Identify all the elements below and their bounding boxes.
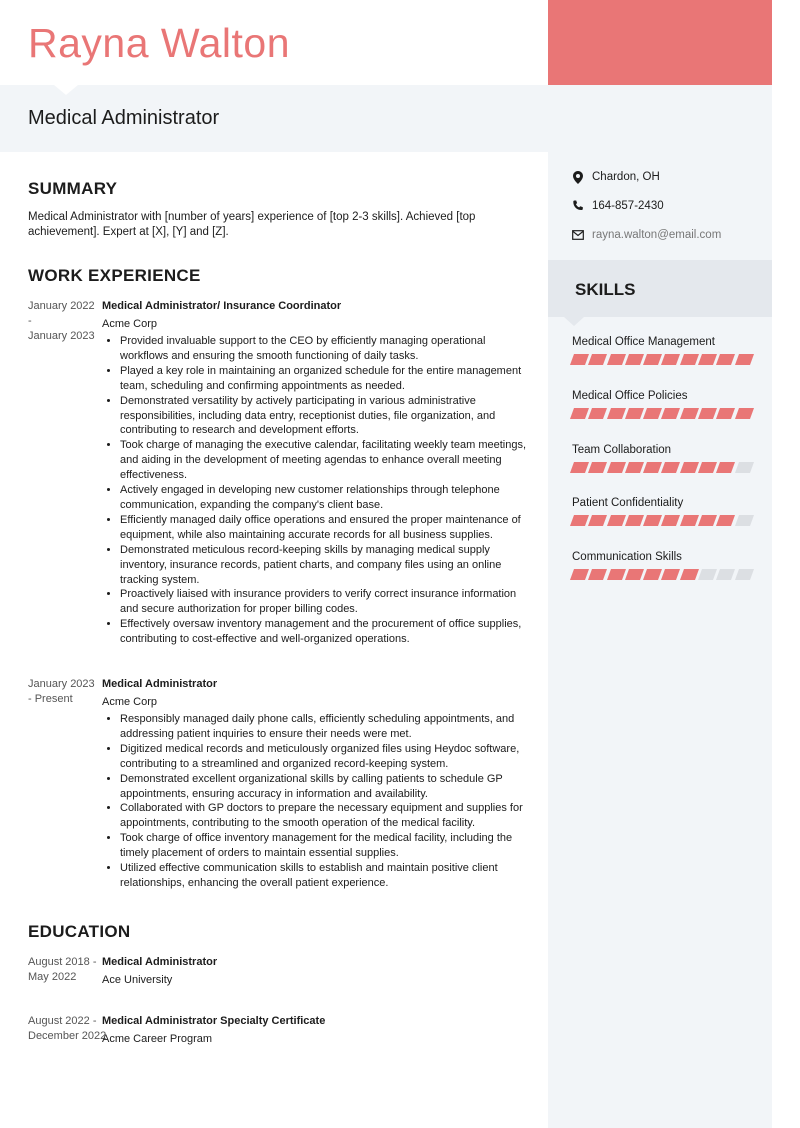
degree: Medical Administrator Specialty Certificate [102,1015,326,1027]
skill-segment-filled [570,354,589,365]
skill-segment-empty [716,569,735,580]
job-dates [28,299,100,344]
skill-segment-filled [680,515,699,526]
skills-notch [564,317,584,326]
school: Ace University [102,974,173,986]
skill-rating-bar [572,569,757,580]
skill-segment-filled [588,515,607,526]
date-start: August 2018 - [28,956,97,968]
skill-segment-filled [661,354,680,365]
skill-item [572,443,757,473]
date-separator: - Present [28,693,73,705]
skill-rating-bar [572,462,757,473]
job-bullet: • Effectively oversaw inventory management and the procurement of office supplies, contributing to cost-effective and well-organized operations. [120,617,527,647]
skill-segment-filled [607,569,626,580]
job-details [102,677,527,891]
job-details [102,299,527,647]
contact-email[interactable] [572,229,721,241]
skill-segment-filled [680,462,699,473]
job-bullets [102,334,527,647]
skill-name: Medical Office Policies [572,390,688,402]
school: Acme Career Program [102,1033,213,1045]
job-bullet: • Actively engaged in developing new customer relationships through telephone communication, expanding the company's client base. [120,483,527,513]
skill-segment-filled [661,515,680,526]
email-link[interactable]: rayna.walton@email.com [592,229,722,241]
location-text: Chardon, OH [592,171,660,183]
skill-segment-filled [607,462,626,473]
degree: Medical Administrator [102,956,218,968]
skill-segment-filled [625,462,644,473]
skills-heading: SKILLS [575,280,636,299]
job-bullet: • Proactively liaised with insurance providers to verify correct insurance information and secure authorization for proper billing codes. [120,587,527,617]
date-separator: - [28,315,32,327]
skill-segment-filled [716,354,735,365]
sidebar-accent-block [548,0,772,85]
skill-segment-filled [735,354,754,365]
skill-item [572,496,757,526]
skill-segment-filled [661,569,680,580]
job-bullet: • Utilized effective communication skills to establish and maintain positive client relationships, enhancing the overall patient experience. [120,861,527,891]
skill-segment-filled [698,515,717,526]
summary-text: Medical Administrator with [number of years] experience of [top 2-3 skills]. Achieved [top achievement]. Expert at [X], [Y] and [Z]. [28,211,476,238]
skill-rating-bar [572,515,757,526]
skill-segment-empty [735,569,754,580]
education-dates [28,955,100,985]
skill-rating-bar [572,408,757,419]
skill-name: Medical Office Management [572,336,715,348]
date-end: May 2022 [28,971,77,983]
skill-segment-filled [661,462,680,473]
skill-segment-filled [588,462,607,473]
date-start: January 2023 [28,678,95,690]
skill-segment-filled [643,462,662,473]
skill-item [572,550,757,580]
skill-segment-filled [680,354,699,365]
job-role: Medical Administrator/ Insurance Coordinator [102,300,342,312]
job-bullet: • Efficiently managed daily office operations and ensured the proper maintenance of equipment, while also maintaining accurate records for all business supplies. [120,513,527,543]
skill-segment-filled [716,515,735,526]
skill-item [572,335,757,365]
skill-segment-filled [698,354,717,365]
skill-segment-filled [570,462,589,473]
skill-segment-filled [716,462,735,473]
skill-segment-filled [680,569,699,580]
date-start: January 2022 [28,300,95,312]
phone-icon [572,200,584,212]
job-bullet: • Played a key role in maintaining an organized schedule for the entire management team, scheduling and confirming appointments as needed. [120,364,527,394]
skill-segment-filled [643,408,662,419]
skill-segment-filled [607,515,626,526]
job-company: Acme Corp [102,318,158,330]
education-details [102,955,527,988]
skill-name: Patient Confidentiality [572,497,684,509]
skill-segment-filled [735,408,754,419]
skill-segment-filled [588,408,607,419]
skill-segment-filled [588,354,607,365]
location-pin-icon [572,171,584,183]
job-company: Acme Corp [102,696,158,708]
skill-segment-filled [698,462,717,473]
education-details [102,1014,527,1047]
skill-segment-filled [625,408,644,419]
date-end: December 2022 [28,1030,107,1042]
email-icon [572,229,584,241]
job-bullet: • Demonstrated versatility by actively participating in various administrative responsibilities, including data entry, receptionist duties, file organization, and contributing to research and development efforts. [120,394,527,439]
job-bullet: • Provided invaluable support to the CEO by efficiently managing operational workflows and ensuring the smooth functioning of daily tasks. [120,334,527,364]
job-bullet: • Took charge of office inventory management for the medical facility, including the timely placement of orders to maintain essential supplies. [120,831,527,861]
job-bullet: • Demonstrated meticulous record-keeping skills by managing medical supply inventory, insurance records, patient charts, and company files using an online tracking system. [120,543,527,588]
skill-segment-filled [716,408,735,419]
skill-name: Communication Skills [572,551,682,563]
job-bullet: • Collaborated with GP doctors to prepare the necessary equipment and supplies for appointments, contributing to the smooth operation of the medical facility. [120,801,527,831]
skill-segment-empty [735,462,754,473]
job-bullet: • Digitized medical records and meticulously organized files using Heydoc software, contributing to a streamlined and organized record-keeping system. [120,742,527,772]
skill-name: Team Collaboration [572,444,672,456]
skill-segment-filled [607,408,626,419]
contact-location [572,171,660,183]
skill-item [572,389,757,419]
date-start: August 2022 - [28,1015,97,1027]
job-bullet: • Took charge of managing the executive calendar, facilitating weekly team meetings, and aiding in the development of meeting agendas to enhance overall meeting effectiveness. [120,438,527,483]
skill-segment-filled [588,569,607,580]
education-heading: EDUCATION [28,922,131,941]
skill-segment-filled [570,569,589,580]
job-dates [28,677,100,707]
job-bullet: • Responsibly managed daily phone calls, efficiently scheduling appointments, and addressing patient inquiries to ensure their needs were met. [120,712,527,742]
skill-segment-filled [680,408,699,419]
job-role: Medical Administrator [102,678,218,690]
skill-segment-filled [625,354,644,365]
skill-segment-filled [625,515,644,526]
skill-segment-filled [625,569,644,580]
work-experience-heading: WORK EXPERIENCE [28,266,201,285]
skill-rating-bar [572,354,757,365]
skill-segment-filled [698,408,717,419]
title-notch [54,85,78,95]
job-title: Medical Administrator [28,107,220,129]
skill-segment-filled [607,354,626,365]
candidate-name: Rayna Walton [28,20,290,66]
summary-heading: SUMMARY [28,179,118,198]
phone-text: 164-857-2430 [592,200,664,212]
skill-segment-filled [643,569,662,580]
job-bullet: • Demonstrated excellent organizational skills by calling patients to schedule GP appointments, ensuring accuracy in information and availability. [120,772,527,802]
education-dates [28,1014,108,1044]
skill-segment-filled [570,515,589,526]
contact-phone [572,200,664,212]
skill-segment-filled [643,354,662,365]
job-bullets [102,712,527,891]
skill-segment-filled [570,408,589,419]
skill-segment-filled [661,408,680,419]
date-end: January 2023 [28,330,95,342]
skill-segment-filled [643,515,662,526]
skill-segment-empty [735,515,754,526]
skill-segment-empty [698,569,717,580]
